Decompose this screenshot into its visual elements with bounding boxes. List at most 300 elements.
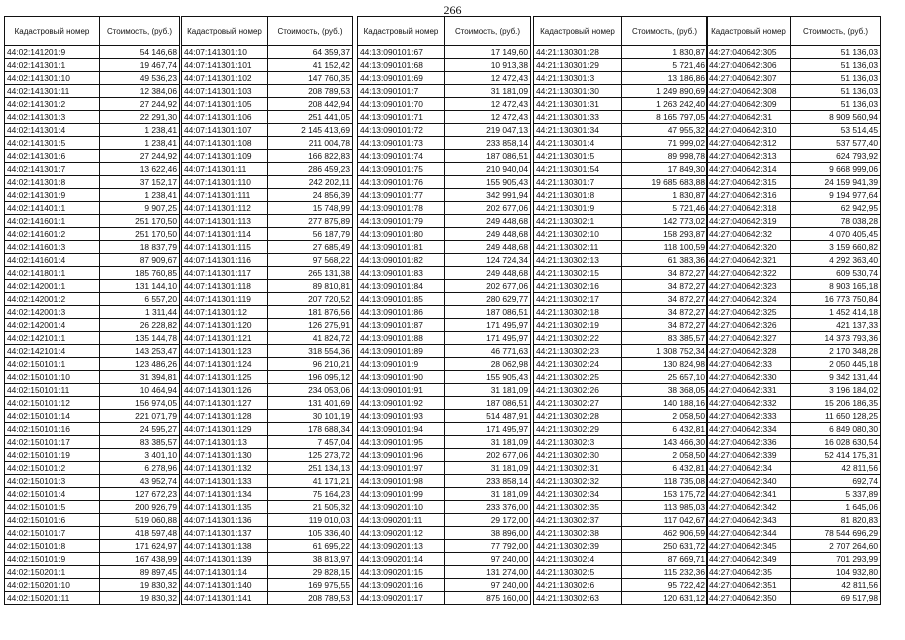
cost-cell: 131 401,69 bbox=[268, 397, 353, 410]
cadastral-number-cell: 44:21:130302:30 bbox=[534, 449, 622, 462]
cost-cell: 31 181,09 bbox=[445, 462, 531, 475]
cost-cell: 249 448,68 bbox=[445, 228, 531, 241]
table-row bbox=[707, 98, 881, 111]
cost-cell: 21 505,32 bbox=[268, 501, 353, 514]
cost-cell: 113 985,03 bbox=[622, 501, 708, 514]
cost-cell: 265 131,38 bbox=[268, 267, 353, 280]
cadastral-number-cell: 44:02:150101:5 bbox=[5, 501, 100, 514]
header-cost: Стоимость, (руб.) bbox=[622, 17, 708, 46]
cadastral-number-cell: 44:21:130302:25 bbox=[534, 371, 622, 384]
cadastral-number-cell: 44:07:141301:116 bbox=[182, 254, 268, 267]
cost-cell: 19 685 683,88 bbox=[622, 176, 708, 189]
table-row bbox=[707, 319, 881, 332]
cost-cell: 6 432,81 bbox=[622, 462, 708, 475]
cadastral-number-cell: 44:27:040642:308 bbox=[707, 85, 791, 98]
cost-cell: 56 187,79 bbox=[268, 228, 353, 241]
table-row bbox=[5, 553, 180, 566]
table-row bbox=[534, 215, 708, 228]
table-row bbox=[358, 202, 531, 215]
cost-cell: 155 905,43 bbox=[445, 371, 531, 384]
table-row bbox=[358, 527, 531, 540]
cost-cell: 78 544 696,29 bbox=[791, 527, 881, 540]
cadastral-number-cell: 44:21:130302:37 bbox=[534, 514, 622, 527]
cadastral-number-cell: 44:27:040642:313 bbox=[707, 150, 791, 163]
cadastral-number-cell: 44:07:141301:129 bbox=[182, 423, 268, 436]
cadastral-number-cell: 44:02:141301:7 bbox=[5, 163, 100, 176]
table-row bbox=[534, 579, 708, 592]
cadastral-number-cell: 44:02:141301:6 bbox=[5, 150, 100, 163]
cadastral-number-cell: 44:21:130302:28 bbox=[534, 410, 622, 423]
table-row bbox=[534, 527, 708, 540]
cadastral-number-cell: 44:02:142001:2 bbox=[5, 293, 100, 306]
cost-cell: 166 822,83 bbox=[268, 150, 353, 163]
cost-cell: 118 735,08 bbox=[622, 475, 708, 488]
table-row bbox=[5, 332, 180, 345]
cadastral-number-cell: 44:21:130302:10 bbox=[534, 228, 622, 241]
cadastral-number-cell: 44:02:141601:3 bbox=[5, 241, 100, 254]
cadastral-number-cell: 44:21:130301:33 bbox=[534, 111, 622, 124]
table-row bbox=[5, 410, 180, 423]
cost-cell: 155 905,43 bbox=[445, 176, 531, 189]
cadastral-number-cell: 44:13:090101:82 bbox=[358, 254, 445, 267]
cost-cell: 2 058,50 bbox=[622, 410, 708, 423]
cost-cell: 17 849,30 bbox=[622, 163, 708, 176]
cost-cell: 34 872,27 bbox=[622, 267, 708, 280]
cadastral-number-cell: 44:02:141201:9 bbox=[5, 46, 100, 59]
cost-cell: 1 645,06 bbox=[791, 501, 881, 514]
cadastral-number-cell: 44:27:040642:319 bbox=[707, 215, 791, 228]
cost-cell: 211 004,78 bbox=[268, 137, 353, 150]
header-cost: Стоимость, (руб.) bbox=[100, 17, 180, 46]
table-row bbox=[358, 241, 531, 254]
cadastral-number-cell: 44:27:040642:307 bbox=[707, 72, 791, 85]
cadastral-number-cell: 44:13:090101:77 bbox=[358, 189, 445, 202]
cadastral-number-cell: 44:13:090101:86 bbox=[358, 306, 445, 319]
table-row bbox=[534, 241, 708, 254]
cadastral-number-cell: 44:13:090101:84 bbox=[358, 280, 445, 293]
table-row bbox=[5, 358, 180, 371]
cost-cell: 9 342 131,44 bbox=[791, 371, 881, 384]
cadastral-number-cell: 44:21:130302:6 bbox=[534, 579, 622, 592]
cost-cell: 8 903 165,18 bbox=[791, 280, 881, 293]
table-row bbox=[182, 592, 353, 605]
table-row bbox=[534, 150, 708, 163]
cadastral-number-cell: 44:07:141301:109 bbox=[182, 150, 268, 163]
cadastral-number-cell: 44:27:040642:318 bbox=[707, 202, 791, 215]
table-row bbox=[358, 228, 531, 241]
cadastral-table bbox=[357, 16, 531, 605]
table-row bbox=[358, 267, 531, 280]
cost-cell: 25 657,10 bbox=[622, 371, 708, 384]
cadastral-number-cell: 44:07:141301:111 bbox=[182, 189, 268, 202]
cadastral-number-cell: 44:13:090101:97 bbox=[358, 462, 445, 475]
table-row bbox=[358, 254, 531, 267]
table-row bbox=[534, 436, 708, 449]
cadastral-number-cell: 44:13:090101:67 bbox=[358, 46, 445, 59]
table-row bbox=[182, 423, 353, 436]
cadastral-number-cell: 44:21:130302:15 bbox=[534, 267, 622, 280]
cadastral-number-cell: 44:21:130301:31 bbox=[534, 98, 622, 111]
table-row bbox=[358, 306, 531, 319]
table-row bbox=[534, 228, 708, 241]
cost-cell: 1 238,41 bbox=[100, 137, 180, 150]
table-row bbox=[358, 332, 531, 345]
cadastral-number-cell: 44:07:141301:115 bbox=[182, 241, 268, 254]
cadastral-number-cell: 44:27:040642:339 bbox=[707, 449, 791, 462]
cadastral-number-cell: 44:07:141301:140 bbox=[182, 579, 268, 592]
cost-cell: 71 999,02 bbox=[622, 137, 708, 150]
cost-cell: 31 181,09 bbox=[445, 488, 531, 501]
cadastral-number-cell: 44:02:141301:9 bbox=[5, 189, 100, 202]
cost-cell: 19 830,32 bbox=[100, 592, 180, 605]
cadastral-number-cell: 44:13:090101:99 bbox=[358, 488, 445, 501]
cost-cell: 51 136,03 bbox=[791, 98, 881, 111]
table-row bbox=[534, 566, 708, 579]
header-cost: Стоимость, (руб.) bbox=[445, 17, 531, 46]
cadastral-number-cell: 44:27:040642:343 bbox=[707, 514, 791, 527]
cadastral-number-cell: 44:07:141301:123 bbox=[182, 345, 268, 358]
cost-cell: 692,74 bbox=[791, 475, 881, 488]
table-row bbox=[358, 475, 531, 488]
table-row bbox=[182, 527, 353, 540]
cost-cell: 2 050 445,18 bbox=[791, 358, 881, 371]
cadastral-number-cell: 44:27:040642:325 bbox=[707, 306, 791, 319]
cost-cell: 251 170,50 bbox=[100, 228, 180, 241]
cadastral-number-cell: 44:02:141801:1 bbox=[5, 267, 100, 280]
cost-cell: 286 459,23 bbox=[268, 163, 353, 176]
cadastral-number-cell: 44:21:130302:22 bbox=[534, 332, 622, 345]
cadastral-number-cell: 44:07:141301:102 bbox=[182, 72, 268, 85]
cost-cell: 135 144,78 bbox=[100, 332, 180, 345]
table-row bbox=[182, 137, 353, 150]
cadastral-number-cell: 44:07:141301:117 bbox=[182, 267, 268, 280]
cadastral-number-cell: 44:07:141301:127 bbox=[182, 397, 268, 410]
cadastral-number-cell: 44:21:130302:11 bbox=[534, 241, 622, 254]
cost-cell: 51 136,03 bbox=[791, 46, 881, 59]
cost-cell: 153 175,72 bbox=[622, 488, 708, 501]
cadastral-number-cell: 44:27:040642:344 bbox=[707, 527, 791, 540]
cadastral-number-cell: 44:07:141301:126 bbox=[182, 384, 268, 397]
cost-cell: 167 438,99 bbox=[100, 553, 180, 566]
cadastral-number-cell: 44:27:040642:324 bbox=[707, 293, 791, 306]
table-row bbox=[5, 280, 180, 293]
cadastral-number-cell: 44:21:130301:34 bbox=[534, 124, 622, 137]
cost-cell: 52 414 175,31 bbox=[791, 449, 881, 462]
table-row bbox=[182, 514, 353, 527]
cadastral-number-cell: 44:02:141301:11 bbox=[5, 85, 100, 98]
cost-cell: 31 181,09 bbox=[445, 436, 531, 449]
table-row bbox=[707, 553, 881, 566]
cadastral-number-cell: 44:07:141301:139 bbox=[182, 553, 268, 566]
cost-cell: 249 448,68 bbox=[445, 215, 531, 228]
table-row bbox=[358, 111, 531, 124]
cost-cell: 3 196 184,02 bbox=[791, 384, 881, 397]
table-row bbox=[707, 280, 881, 293]
cost-cell: 31 181,09 bbox=[445, 384, 531, 397]
cadastral-number-cell: 44:13:090101:87 bbox=[358, 319, 445, 332]
cost-cell: 97 568,22 bbox=[268, 254, 353, 267]
cadastral-number-cell: 44:27:040642:340 bbox=[707, 475, 791, 488]
cost-cell: 53 514,45 bbox=[791, 124, 881, 137]
cost-cell: 49 536,23 bbox=[100, 72, 180, 85]
cadastral-number-cell: 44:07:141301:112 bbox=[182, 202, 268, 215]
cost-cell: 701 293,99 bbox=[791, 553, 881, 566]
cost-cell: 89 897,45 bbox=[100, 566, 180, 579]
table-row bbox=[707, 85, 881, 98]
table-row bbox=[182, 436, 353, 449]
cost-cell: 34 872,27 bbox=[622, 306, 708, 319]
cost-cell: 115 232,36 bbox=[622, 566, 708, 579]
cadastral-number-cell: 44:27:040642:326 bbox=[707, 319, 791, 332]
cost-cell: 34 872,27 bbox=[622, 319, 708, 332]
cost-cell: 221 071,79 bbox=[100, 410, 180, 423]
cost-cell: 15 206 186,35 bbox=[791, 397, 881, 410]
cost-cell: 19 467,74 bbox=[100, 59, 180, 72]
cost-cell: 89 998,78 bbox=[622, 150, 708, 163]
cost-cell: 202 677,06 bbox=[445, 280, 531, 293]
table-row bbox=[182, 449, 353, 462]
cadastral-number-cell: 44:13:090101:71 bbox=[358, 111, 445, 124]
table-row bbox=[182, 228, 353, 241]
cadastral-number-cell: 44:02:150201:1 bbox=[5, 566, 100, 579]
cost-cell: 28 062,98 bbox=[445, 358, 531, 371]
cost-cell: 178 688,34 bbox=[268, 423, 353, 436]
table-row bbox=[5, 85, 180, 98]
cadastral-number-cell: 44:02:141601:2 bbox=[5, 228, 100, 241]
header-cost: Стоимость, (руб.) bbox=[791, 17, 881, 46]
header-cadastral-number: Кадастровый номер bbox=[707, 17, 791, 46]
cadastral-number-cell: 44:27:040642:328 bbox=[707, 345, 791, 358]
cost-cell: 249 448,68 bbox=[445, 267, 531, 280]
table-row bbox=[5, 527, 180, 540]
cadastral-number-cell: 44:13:090201:16 bbox=[358, 579, 445, 592]
cost-cell: 27 685,49 bbox=[268, 241, 353, 254]
table-row bbox=[358, 436, 531, 449]
cadastral-number-cell: 44:13:090101:98 bbox=[358, 475, 445, 488]
table-row bbox=[534, 306, 708, 319]
table-row bbox=[358, 449, 531, 462]
cost-cell: 83 385,57 bbox=[622, 332, 708, 345]
cadastral-number-cell: 44:02:150201:11 bbox=[5, 592, 100, 605]
cadastral-number-cell: 44:21:130302:26 bbox=[534, 384, 622, 397]
table-row bbox=[534, 267, 708, 280]
cost-cell: 6 432,81 bbox=[622, 423, 708, 436]
table-row bbox=[707, 202, 881, 215]
cost-cell: 42 811,56 bbox=[791, 462, 881, 475]
cost-cell: 251 441,05 bbox=[268, 111, 353, 124]
cost-cell: 219 047,13 bbox=[445, 124, 531, 137]
cadastral-number-cell: 44:07:141301:108 bbox=[182, 137, 268, 150]
cadastral-number-cell: 44:13:090101:74 bbox=[358, 150, 445, 163]
table-row bbox=[707, 228, 881, 241]
table-row bbox=[182, 163, 353, 176]
cost-cell: 95 722,42 bbox=[622, 579, 708, 592]
cadastral-number-cell: 44:02:150101:8 bbox=[5, 540, 100, 553]
cadastral-number-cell: 44:02:142001:3 bbox=[5, 306, 100, 319]
cost-cell: 202 677,06 bbox=[445, 202, 531, 215]
table-header-row bbox=[534, 17, 708, 46]
cost-cell: 6 849 080,30 bbox=[791, 423, 881, 436]
cadastral-number-cell: 44:07:141301:141 bbox=[182, 592, 268, 605]
table-row bbox=[358, 358, 531, 371]
cost-cell: 187 086,51 bbox=[445, 397, 531, 410]
cadastral-number-cell: 44:27:040642:327 bbox=[707, 332, 791, 345]
cadastral-number-cell: 44:27:040642:349 bbox=[707, 553, 791, 566]
cadastral-number-cell: 44:07:141301:113 bbox=[182, 215, 268, 228]
cadastral-number-cell: 44:13:090101:78 bbox=[358, 202, 445, 215]
cost-cell: 43 952,74 bbox=[100, 475, 180, 488]
cadastral-number-cell: 44:02:142101:4 bbox=[5, 345, 100, 358]
cadastral-number-cell: 44:27:040642:336 bbox=[707, 436, 791, 449]
table-row bbox=[707, 163, 881, 176]
cadastral-number-cell: 44:07:141301:135 bbox=[182, 501, 268, 514]
cadastral-number-cell: 44:07:141301:128 bbox=[182, 410, 268, 423]
header-cadastral-number: Кадастровый номер bbox=[534, 17, 622, 46]
cadastral-number-cell: 44:02:141301:1 bbox=[5, 59, 100, 72]
table-row bbox=[5, 98, 180, 111]
cadastral-number-cell: 44:21:130302:19 bbox=[534, 319, 622, 332]
cadastral-number-cell: 44:02:141301:5 bbox=[5, 137, 100, 150]
table-row bbox=[5, 475, 180, 488]
table-row bbox=[534, 397, 708, 410]
table-row bbox=[5, 254, 180, 267]
cadastral-number-cell: 44:21:130301:3 bbox=[534, 72, 622, 85]
table-row bbox=[707, 306, 881, 319]
table-row bbox=[707, 540, 881, 553]
cadastral-number-cell: 44:02:141301:8 bbox=[5, 176, 100, 189]
cost-cell: 624 793,92 bbox=[791, 150, 881, 163]
cost-cell: 233 858,14 bbox=[445, 137, 531, 150]
table-row bbox=[707, 189, 881, 202]
table-row bbox=[707, 592, 881, 605]
cadastral-number-cell: 44:13:090101:9 bbox=[358, 358, 445, 371]
cost-cell: 185 760,85 bbox=[100, 267, 180, 280]
cost-cell: 181 876,56 bbox=[268, 306, 353, 319]
table-row bbox=[5, 189, 180, 202]
cost-cell: 15 748,99 bbox=[268, 202, 353, 215]
cost-cell: 41 152,42 bbox=[268, 59, 353, 72]
cadastral-number-cell: 44:02:142101:1 bbox=[5, 332, 100, 345]
cadastral-number-cell: 44:02:150101:1 bbox=[5, 358, 100, 371]
table-row bbox=[182, 267, 353, 280]
cadastral-number-cell: 44:21:130302:31 bbox=[534, 462, 622, 475]
table-row bbox=[534, 189, 708, 202]
table-row bbox=[707, 462, 881, 475]
cost-cell: 13 186,86 bbox=[622, 72, 708, 85]
cost-cell: 119 010,03 bbox=[268, 514, 353, 527]
table-row bbox=[534, 475, 708, 488]
cost-cell: 105 336,40 bbox=[268, 527, 353, 540]
cost-cell: 233 376,00 bbox=[445, 501, 531, 514]
cost-cell: 104 932,80 bbox=[791, 566, 881, 579]
table-row bbox=[707, 332, 881, 345]
cadastral-table bbox=[533, 16, 708, 605]
table-row bbox=[5, 579, 180, 592]
table-row bbox=[707, 449, 881, 462]
table-row bbox=[707, 137, 881, 150]
cadastral-number-cell: 44:27:040642:332 bbox=[707, 397, 791, 410]
cadastral-number-cell: 44:21:130302:34 bbox=[534, 488, 622, 501]
cadastral-number-cell: 44:13:090101:79 bbox=[358, 215, 445, 228]
table-row bbox=[182, 202, 353, 215]
cost-cell: 234 053,06 bbox=[268, 384, 353, 397]
cadastral-number-cell: 44:07:141301:105 bbox=[182, 98, 268, 111]
cadastral-number-cell: 44:27:040642:32 bbox=[707, 228, 791, 241]
cost-cell: 77 792,00 bbox=[445, 540, 531, 553]
cadastral-number-cell: 44:27:040642:331 bbox=[707, 384, 791, 397]
table-row bbox=[358, 124, 531, 137]
cadastral-number-cell: 44:07:141301:137 bbox=[182, 527, 268, 540]
cost-cell: 29 828,15 bbox=[268, 566, 353, 579]
cadastral-number-cell: 44:27:040642:320 bbox=[707, 241, 791, 254]
cost-cell: 4 070 405,45 bbox=[791, 228, 881, 241]
table-header-row bbox=[182, 17, 353, 46]
cadastral-table bbox=[4, 16, 180, 605]
cost-cell: 8 909 560,94 bbox=[791, 111, 881, 124]
table-row bbox=[358, 488, 531, 501]
table-row bbox=[534, 501, 708, 514]
cost-cell: 127 672,23 bbox=[100, 488, 180, 501]
table-header-row bbox=[5, 17, 180, 46]
table-row bbox=[534, 592, 708, 605]
table-row bbox=[358, 345, 531, 358]
table-row bbox=[534, 72, 708, 85]
table-row bbox=[534, 137, 708, 150]
table-row bbox=[707, 579, 881, 592]
cadastral-number-cell: 44:21:130302:24 bbox=[534, 358, 622, 371]
table-row bbox=[182, 319, 353, 332]
table-row bbox=[182, 189, 353, 202]
cost-cell: 87 669,71 bbox=[622, 553, 708, 566]
cadastral-number-cell: 44:21:130301:28 bbox=[534, 46, 622, 59]
table-row bbox=[5, 371, 180, 384]
table-row bbox=[358, 397, 531, 410]
table-row bbox=[182, 540, 353, 553]
cost-cell: 609 530,74 bbox=[791, 267, 881, 280]
table-row bbox=[534, 514, 708, 527]
cadastral-number-cell: 44:02:150101:4 bbox=[5, 488, 100, 501]
cadastral-number-cell: 44:02:150101:17 bbox=[5, 436, 100, 449]
cadastral-number-cell: 44:07:141301:121 bbox=[182, 332, 268, 345]
table-row bbox=[707, 423, 881, 436]
cost-cell: 9 194 977,64 bbox=[791, 189, 881, 202]
table-row bbox=[534, 449, 708, 462]
table-row bbox=[534, 553, 708, 566]
cadastral-number-cell: 44:21:130301:5 bbox=[534, 150, 622, 163]
cadastral-number-cell: 44:02:141301:10 bbox=[5, 72, 100, 85]
table-row bbox=[534, 176, 708, 189]
cost-cell: 251 134,13 bbox=[268, 462, 353, 475]
cadastral-number-cell: 44:13:090101:92 bbox=[358, 397, 445, 410]
cadastral-number-cell: 44:21:130301:4 bbox=[534, 137, 622, 150]
cadastral-number-cell: 44:13:090101:72 bbox=[358, 124, 445, 137]
cadastral-number-cell: 44:07:141301:107 bbox=[182, 124, 268, 137]
cost-cell: 208 789,53 bbox=[268, 85, 353, 98]
table-row bbox=[534, 462, 708, 475]
cadastral-number-cell: 44:13:090201:17 bbox=[358, 592, 445, 605]
cadastral-number-cell: 44:27:040642:330 bbox=[707, 371, 791, 384]
cost-cell: 54 146,68 bbox=[100, 46, 180, 59]
table-row bbox=[182, 371, 353, 384]
table-row bbox=[182, 384, 353, 397]
cadastral-number-cell: 44:13:090101:75 bbox=[358, 163, 445, 176]
cadastral-number-cell: 44:27:040642:341 bbox=[707, 488, 791, 501]
cost-cell: 11 650 128,25 bbox=[791, 410, 881, 423]
table-row bbox=[534, 332, 708, 345]
table-row bbox=[182, 345, 353, 358]
table-row bbox=[707, 488, 881, 501]
table-row bbox=[5, 540, 180, 553]
